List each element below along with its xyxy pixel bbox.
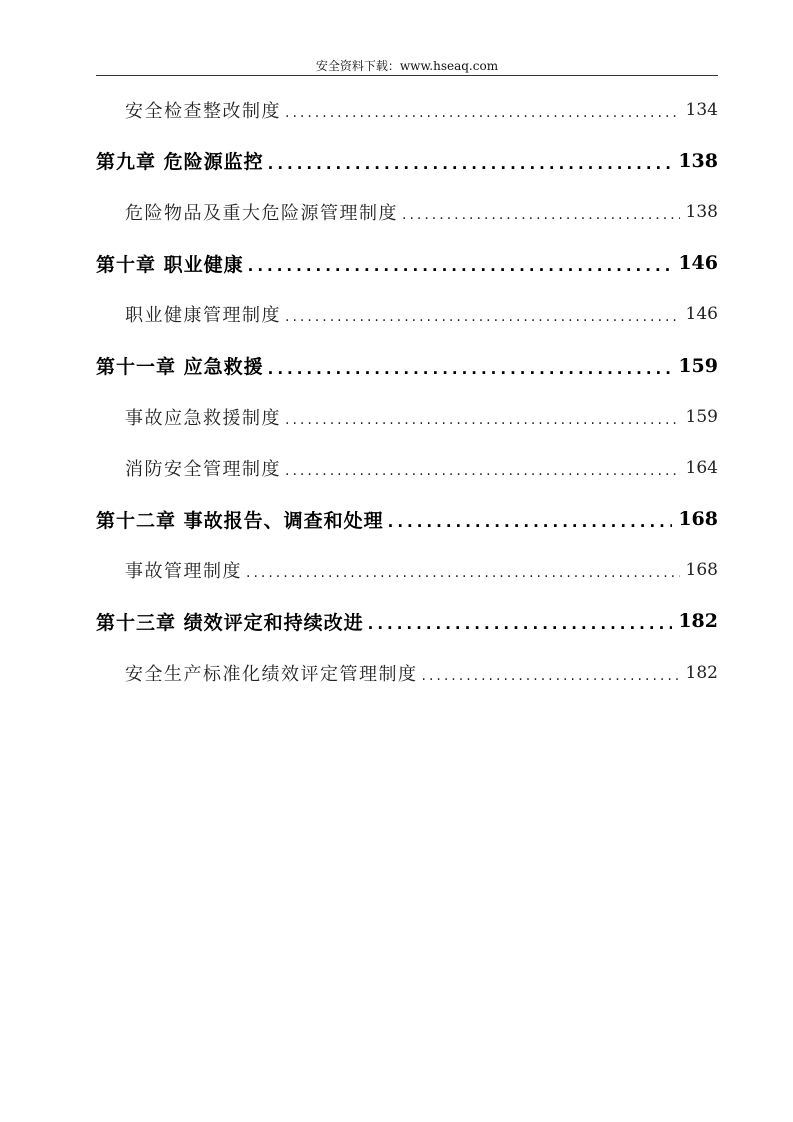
toc-entry-page: 182 [685, 662, 718, 683]
toc-chapter-page: 168 [678, 508, 718, 531]
table-of-contents [96, 84, 718, 698]
toc-chapter-page: 159 [678, 354, 718, 377]
toc-entry-title: 职业健康管理制度 [125, 305, 281, 327]
toc-entry-page: 134 [685, 99, 718, 120]
toc-dot-leader [402, 207, 680, 223]
toc-dot-leader [246, 565, 680, 581]
toc-entry-page: 164 [685, 457, 718, 478]
toc-chapter[interactable] [96, 340, 718, 391]
page-header: 安全资料下载：www.hseaq.com [315, 59, 499, 73]
toc-chapter-title: 第九章 危险源监控 [96, 151, 264, 174]
toc-chapter[interactable] [96, 135, 718, 186]
toc-entry[interactable] [96, 186, 718, 237]
toc-chapter[interactable] [96, 596, 718, 647]
toc-entry-page: 138 [685, 201, 718, 222]
toc-chapter-page: 138 [678, 149, 718, 172]
toc-entry[interactable] [96, 84, 718, 135]
toc-dot-leader [368, 615, 673, 633]
toc-dot-leader [268, 360, 673, 378]
toc-chapter[interactable] [96, 494, 718, 545]
toc-chapter-page: 146 [678, 252, 718, 275]
toc-dot-leader [388, 513, 673, 531]
toc-chapter-title: 第十三章 绩效评定和持续改进 [96, 611, 364, 634]
toc-chapter-page: 182 [678, 610, 718, 633]
toc-entry-page: 168 [685, 560, 718, 581]
toc-dot-leader [285, 412, 680, 428]
toc-entry[interactable] [96, 442, 718, 493]
toc-entry[interactable] [96, 545, 718, 596]
toc-entry[interactable] [96, 647, 718, 698]
toc-dot-leader [422, 668, 680, 684]
toc-dot-leader [285, 463, 680, 479]
toc-chapter-title: 第十章 职业健康 [96, 253, 244, 276]
toc-entry-title: 安全生产标准化绩效评定管理制度 [125, 663, 418, 685]
toc-dot-leader [285, 309, 680, 325]
toc-entry-title: 事故应急救援制度 [125, 407, 281, 429]
toc-entry-title: 安全检查整改制度 [125, 100, 281, 122]
toc-entry-title: 事故管理制度 [125, 561, 242, 583]
toc-dot-leader [285, 105, 680, 121]
toc-entry-title: 危险物品及重大危险源管理制度 [125, 202, 398, 224]
toc-entry[interactable] [96, 391, 718, 442]
header-rule [96, 75, 718, 76]
toc-entry-title: 消防安全管理制度 [125, 458, 281, 480]
toc-entry-page: 159 [685, 406, 718, 427]
toc-dot-leader [248, 257, 673, 275]
toc-entry[interactable] [96, 289, 718, 340]
toc-chapter-title: 第十二章 事故报告、调查和处理 [96, 509, 384, 532]
toc-entry-page: 146 [685, 304, 718, 325]
toc-chapter[interactable] [96, 238, 718, 289]
toc-chapter-title: 第十一章 应急救援 [96, 356, 264, 379]
toc-dot-leader [268, 155, 673, 173]
